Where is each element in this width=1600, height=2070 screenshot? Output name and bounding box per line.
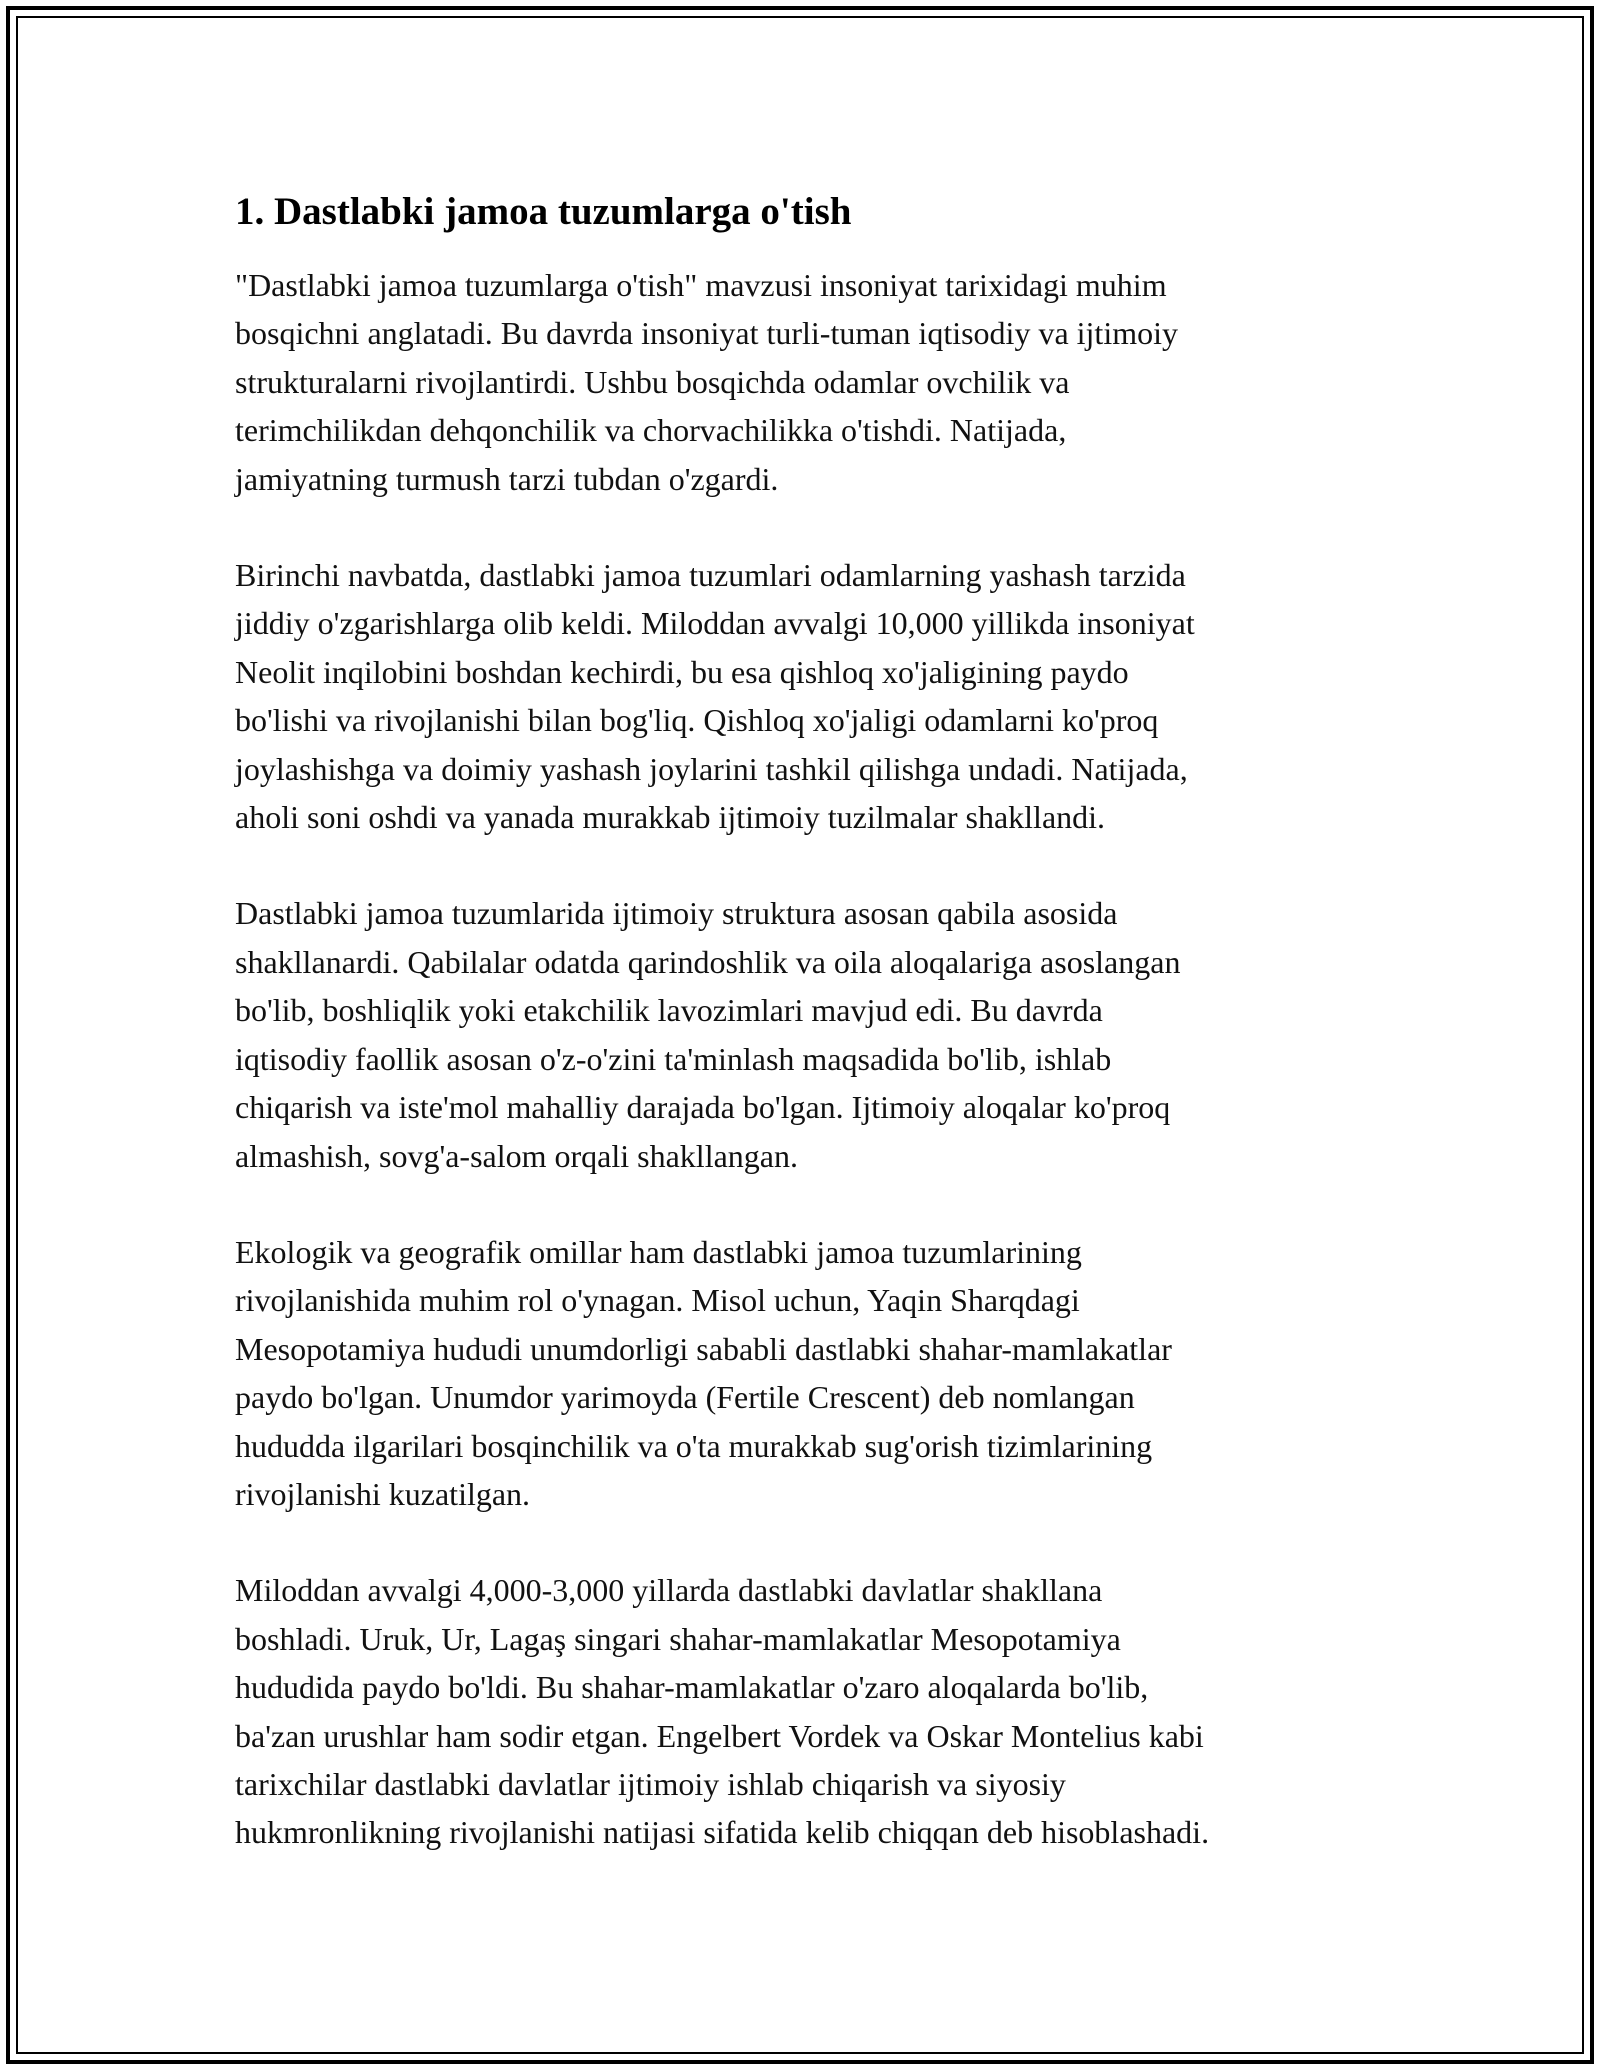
text-line: almashish, sovg'a-salom orqali shakllangan. [235, 1137, 798, 1174]
text-line: rivojlanishi kuzatilgan. [235, 1475, 531, 1512]
text-line: rivojlanishida muhim rol o'ynagan. Misol uchun, Yaqin Sharqdagi [235, 1282, 1080, 1319]
text-line: jamiyatning turmush tarzi tubdan o'zgardi. [235, 460, 779, 497]
text-line: Dastlabki jamoa tuzumlarida ijtimoiy struktura asosan qabila asosida [235, 895, 1118, 932]
paragraph-2 [235, 551, 1375, 841]
document-body [235, 187, 1375, 1857]
paragraph-3 [235, 889, 1375, 1179]
text-line: paydo bo'lgan. Unumdor yarimoyda (Fertile Crescent) deb nomlangan [235, 1379, 1135, 1416]
paragraph-5 [235, 1566, 1375, 1856]
text-line: Mesopotamiya hududi unumdorligi sababli dastlabki shahar-mamlakatlar [235, 1330, 1172, 1367]
text-line: hukmronlikning rivojlanishi natijasi sifatida kelib chiqqan deb hisoblashadi. [235, 1814, 1210, 1851]
text-line: tarixchilar dastlabki davlatlar ijtimoiy ishlab chiqarish va siyosiy [235, 1765, 1066, 1802]
text-line: Miloddan avvalgi 4,000-3,000 yillarda dastlabki davlatlar shakllana [235, 1572, 1103, 1609]
paragraph-4 [235, 1228, 1375, 1518]
text-line: "Dastlabki jamoa tuzumlarga o'tish" mavzusi insoniyat tarixidagi muhim [235, 267, 1167, 303]
text-line: Birinchi navbatda, dastlabki jamoa tuzumlari odamlarning yashash tarzida [235, 557, 1186, 594]
text-line: terimchilikdan dehqonchilik va chorvachilikka o'tishdi. Natijada, [235, 412, 1067, 449]
paragraph-1 [235, 261, 1375, 503]
text-line: joylashishga va doimiy yashash joylarini tashkil qilishga undadi. Natijada, [235, 750, 1188, 787]
text-line: iqtisodiy faollik asosan o'z-o'zini ta'minlash maqsadida bo'lib, ishlab [235, 1040, 1112, 1077]
text-line: bo'lib, boshliqlik yoki etakchilik lavozimlari mavjud edi. Bu davrda [235, 992, 1103, 1029]
text-line: hududida paydo bo'ldi. Bu shahar-mamlakatlar o'zaro aloqalarda bo'lib, [235, 1669, 1149, 1706]
text-line: bosqichni anglatadi. Bu davrda insoniyat turli-tuman iqtisodiy va ijtimoiy [235, 315, 1178, 352]
text-line: ba'zan urushlar ham sodir etgan. Engelbert Vordek va Oskar Montelius kabi [235, 1717, 1204, 1754]
text-line: boshladi. Uruk, Ur, Lagaş singari shahar-mamlakatlar Mesopotamiya [235, 1620, 1121, 1657]
text-line: shakllanardi. Qabilalar odatda qarindoshlik va oila aloqalariga asoslangan [235, 943, 1181, 980]
section-heading: 1. Dastlabki jamoa tuzumlarga o'tish [235, 190, 852, 233]
text-line: Neolit inqilobini boshdan kechirdi, bu esa qishloq xo'jaligining paydo [235, 653, 1129, 690]
text-line: jiddiy o'zgarishlarga olib keldi. Miloddan avvalgi 10,000 yillikda insoniyat [235, 605, 1195, 642]
text-line: aholi soni oshdi va yanada murakkab ijtimoiy tuzilmalar shakllandi. [235, 799, 1106, 836]
text-line: hududda ilgarilari bosqinchilik va o'ta murakkab sug'orish tizimlarining [235, 1427, 1153, 1464]
text-line: chiqarish va iste'mol mahalliy darajada bo'lgan. Ijtimoiy aloqalar ko'proq [235, 1089, 1171, 1126]
text-line: bo'lishi va rivojlanishi bilan bog'liq. Qishloq xo'jaligi odamlarni ko'proq [235, 702, 1159, 739]
text-line: Ekologik va geografik omillar ham dastlabki jamoa tuzumlarining [235, 1233, 1082, 1270]
text-line: strukturalarni rivojlantirdi. Ushbu bosqichda odamlar ovchilik va [235, 363, 1070, 400]
